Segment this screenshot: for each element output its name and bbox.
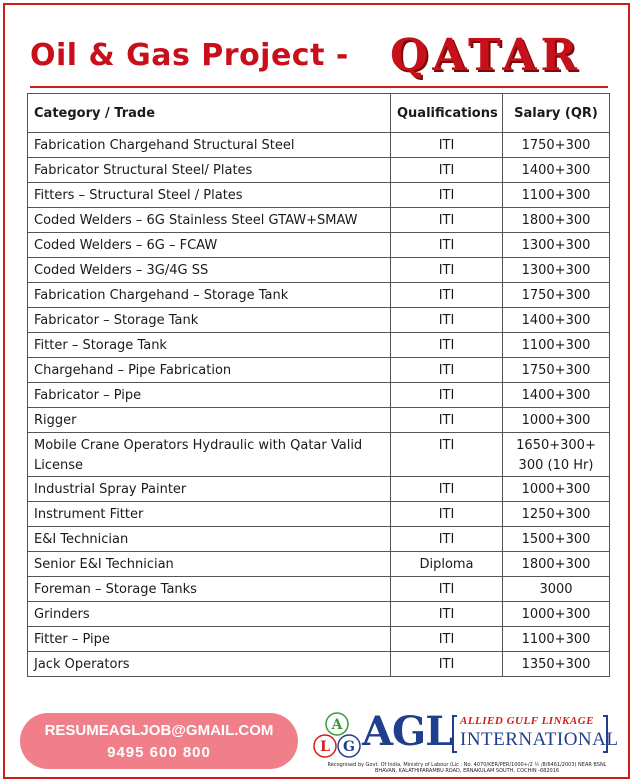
cell-trade: Jack Operators [28, 652, 391, 677]
company-name-box [452, 715, 619, 757]
recognition-text: Recognised by Govt. Of India, Ministry of Labour (Lic : No. 4070/KER/PER/1000+/2 ½ /8/6461/2003) NEAR BSNL BHAVAN, KALATHIPARAMBU ROAD, ERNAKULAM SOUTH, COCHIN -682016 [327, 762, 607, 774]
cell-qualification: ITI [391, 433, 503, 477]
cell-salary: 1350+300 [503, 652, 610, 677]
table-row [28, 208, 610, 233]
cell-trade: Senior E&I Technician [28, 552, 391, 577]
svg-text:G: G [343, 739, 355, 755]
page-title [30, 30, 610, 84]
cell-trade: Fitter – Storage Tank [28, 333, 391, 358]
cell-qualification: ITI [391, 383, 503, 408]
cell-trade: Instrument Fitter [28, 502, 391, 527]
cell-salary: 1750+300 [503, 133, 610, 158]
cell-salary: 1400+300 [503, 383, 610, 408]
cell-salary: 1300+300 [503, 258, 610, 283]
agl-logo-icon [313, 712, 361, 760]
cell-qualification: ITI [391, 183, 503, 208]
table-row [28, 258, 610, 283]
cell-qualification: ITI [391, 602, 503, 627]
contact-badge [20, 713, 298, 769]
table-row [28, 552, 610, 577]
table-row [28, 183, 610, 208]
jobs-table [27, 93, 610, 677]
cell-trade: Fabrication Chargehand Structural Steel [28, 133, 391, 158]
table-row [28, 577, 610, 602]
table-row [28, 233, 610, 258]
svg-text:A: A [331, 717, 343, 733]
cell-salary: 1750+300 [503, 358, 610, 383]
cell-qualification: ITI [391, 208, 503, 233]
cell-qualification: ITI [391, 333, 503, 358]
svg-text:L: L [320, 739, 330, 755]
cell-salary: 1100+300 [503, 627, 610, 652]
cell-salary: 3000 [503, 577, 610, 602]
cell-trade: Chargehand – Pipe Fabrication [28, 358, 391, 383]
table-row [28, 602, 610, 627]
table-row [28, 133, 610, 158]
contact-phone[interactable]: 9495 600 800 [107, 744, 211, 761]
cell-salary: 1500+300 [503, 527, 610, 552]
cell-salary: 1800+300 [503, 552, 610, 577]
cell-salary: 1250+300 [503, 502, 610, 527]
table-row [28, 308, 610, 333]
header-salary: Salary (QR) [503, 94, 610, 133]
cell-salary: 1650+300+ 300 (10 Hr) [503, 433, 610, 477]
table-row [28, 527, 610, 552]
cell-qualification: ITI [391, 408, 503, 433]
cell-trade: Coded Welders – 3G/4G SS [28, 258, 391, 283]
cell-qualification: ITI [391, 158, 503, 183]
bracket-left [452, 715, 457, 753]
cell-trade: Coded Welders – 6G Stainless Steel GTAW+SMAW [28, 208, 391, 233]
cell-salary: 1400+300 [503, 308, 610, 333]
cell-trade: Fabricator – Pipe [28, 383, 391, 408]
title-prefix: Oil & Gas Project - [30, 38, 349, 73]
cell-qualification: ITI [391, 477, 503, 502]
cell-qualification: ITI [391, 308, 503, 333]
cell-qualification: ITI [391, 358, 503, 383]
table-row [28, 477, 610, 502]
cell-qualification: ITI [391, 652, 503, 677]
cell-salary: 1100+300 [503, 183, 610, 208]
cell-qualification: ITI [391, 233, 503, 258]
cell-salary: 1400+300 [503, 158, 610, 183]
table-row [28, 627, 610, 652]
table-row [28, 502, 610, 527]
header-qualifications: Qualifications [391, 94, 503, 133]
contact-email[interactable]: RESUMEAGLJOB@GMAIL.COM [44, 722, 274, 739]
cell-trade: Fitters – Structural Steel / Plates [28, 183, 391, 208]
cell-qualification: ITI [391, 577, 503, 602]
table-header-row [28, 94, 610, 133]
table-row [28, 333, 610, 358]
cell-trade: Coded Welders – 6G – FCAW [28, 233, 391, 258]
cell-trade: Foreman – Storage Tanks [28, 577, 391, 602]
table-row [28, 383, 610, 408]
header-category: Category / Trade [28, 94, 391, 133]
table-row [28, 358, 610, 383]
company-word: INTERNATIONAL [460, 729, 619, 750]
cell-salary: 1000+300 [503, 602, 610, 627]
cell-trade: Fabrication Chargehand – Storage Tank [28, 283, 391, 308]
cell-salary: 1000+300 [503, 477, 610, 502]
title-underline [30, 86, 608, 88]
table-row [28, 433, 610, 477]
cell-trade: Rigger [28, 408, 391, 433]
company-short-name: AGL [362, 708, 453, 755]
cell-qualification: ITI [391, 283, 503, 308]
cell-trade: Fitter – Pipe [28, 627, 391, 652]
table-row [28, 408, 610, 433]
cell-qualification: ITI [391, 527, 503, 552]
cell-salary: 1750+300 [503, 283, 610, 308]
cell-salary: 1300+300 [503, 233, 610, 258]
cell-trade: Fabricator Structural Steel/ Plates [28, 158, 391, 183]
cell-trade: Industrial Spray Painter [28, 477, 391, 502]
title-country: QATAR [390, 30, 582, 81]
cell-qualification: ITI [391, 627, 503, 652]
cell-salary: 1000+300 [503, 408, 610, 433]
cell-qualification: ITI [391, 133, 503, 158]
cell-trade: Fabricator – Storage Tank [28, 308, 391, 333]
cell-qualification: Diploma [391, 552, 503, 577]
cell-qualification: ITI [391, 258, 503, 283]
cell-trade: E&I Technician [28, 527, 391, 552]
jobs-table-body [28, 133, 610, 677]
cell-trade: Mobile Crane Operators Hydraulic with Qatar Valid License [28, 433, 391, 477]
table-row [28, 652, 610, 677]
cell-salary: 1800+300 [503, 208, 610, 233]
table-row [28, 283, 610, 308]
company-tagline: ALLIED GULF LINKAGE [460, 715, 594, 727]
bracket-right [603, 715, 608, 753]
table-row [28, 158, 610, 183]
cell-salary: 1100+300 [503, 333, 610, 358]
cell-trade: Grinders [28, 602, 391, 627]
cell-qualification: ITI [391, 502, 503, 527]
